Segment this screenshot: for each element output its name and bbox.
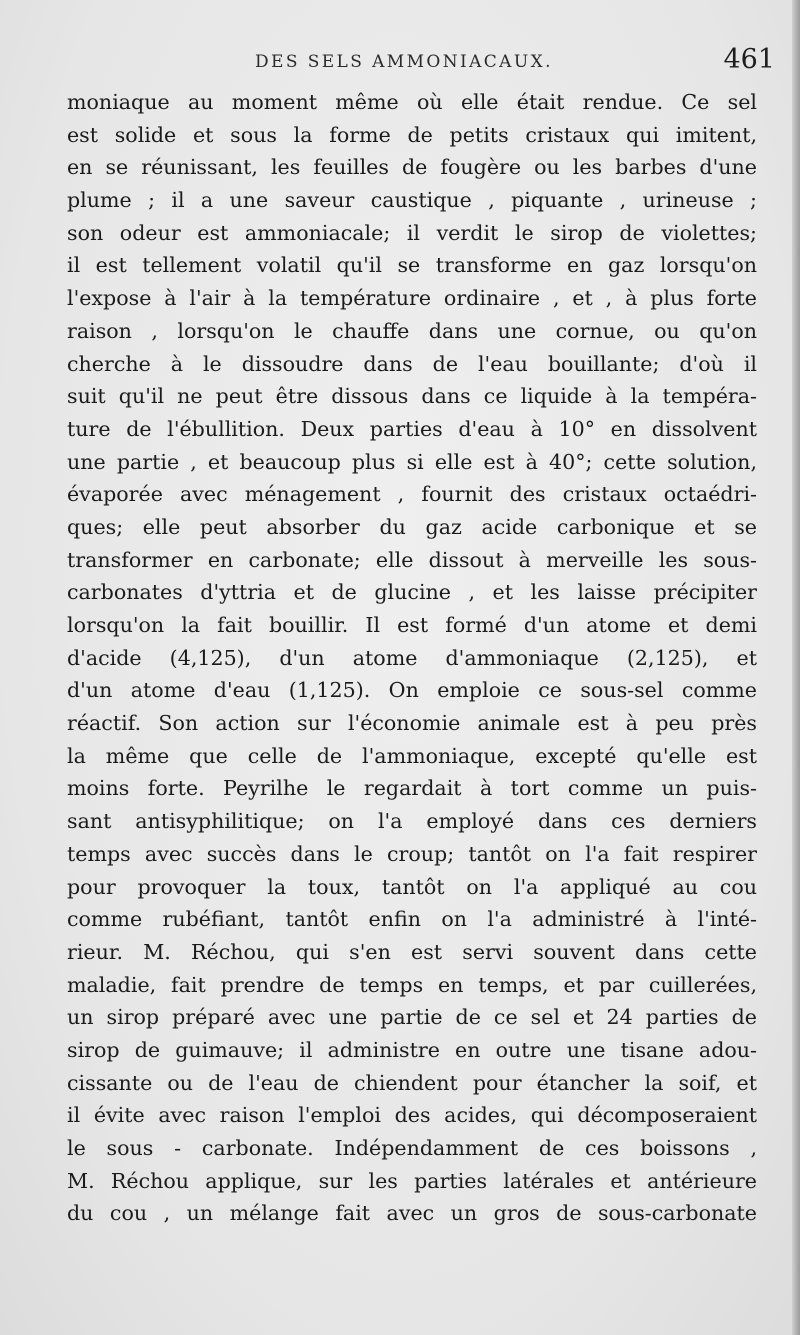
text-line: d'acide (4,125), d'un atome d'ammoniaque (2,125), et <box>67 645 757 670</box>
page-header <box>255 44 775 84</box>
text-line: suit qu'il ne peut être dissous dans ce liquide à la tempéra- <box>67 384 757 409</box>
text-line: d'un atome d'eau (1,125). On emploie ce sous-sel comme <box>67 678 757 703</box>
text-line: il évite avec raison l'emploi des acides, qui décomposeraient <box>67 1103 757 1128</box>
text-line: évaporée avec ménagement , fournit des cristaux octaédri- <box>67 482 757 507</box>
text-line: ques; elle peut absorber du gaz acide carbonique et se <box>67 514 757 539</box>
text-line: un sirop préparé avec une partie de ce sel et 24 parties de <box>67 1005 757 1030</box>
text-line: maladie, fait prendre de temps en temps, et par cuillerées, <box>67 972 757 997</box>
text-line: raison , lorsqu'on le chauffe dans une cornue, ou qu'on <box>67 318 757 343</box>
text-line: cherche à le dissoudre dans de l'eau bouillante; d'où il <box>67 351 757 376</box>
running-head: DES SELS AMMONIACAUX. <box>255 52 553 72</box>
text-line: rieur. M. Réchou, qui s'en est servi souvent dans cette <box>67 939 757 964</box>
text-line: moins forte. Peyrilhe le regardait à tort comme un puis- <box>67 776 757 801</box>
body-text <box>67 86 757 1230</box>
text-line: une partie , et beaucoup plus si elle est à 40°; cette solution, <box>67 449 757 474</box>
text-line: sirop de guimauve; il administre en outre une tisane adou- <box>67 1037 757 1062</box>
text-line: temps avec succès dans le croup; tantôt on l'a fait respirer <box>67 841 757 866</box>
text-line: pour provoquer la toux, tantôt on l'a appliqué au cou <box>67 874 757 899</box>
text-line: il est tellement volatil qu'il se transforme en gaz lorsqu'on <box>67 253 757 278</box>
text-line: en se réunissant, les feuilles de fougère ou les barbes d'une <box>67 155 757 180</box>
text-line: plume ; il a une saveur caustique , piquante , urineuse ; <box>67 188 757 213</box>
text-line: sant antisyphilitique; on l'a employé dans ces derniers <box>67 809 757 834</box>
text-line: comme rubéfiant, tantôt enfin on l'a administré à l'inté- <box>67 907 757 932</box>
text-line: son odeur est ammoniacale; il verdit le sirop de violettes; <box>67 220 757 245</box>
text-line: moniaque au moment même où elle était rendue. Ce sel <box>67 90 757 114</box>
text-line: lorsqu'on la fait bouillir. Il est formé d'un atome et demi <box>67 613 757 637</box>
text-line: ture de l'ébullition. Deux parties d'eau à 10° en dissolvent <box>67 416 757 441</box>
page-edge-shadow <box>792 0 800 1335</box>
text-line: l'expose à l'air à la température ordinaire , et , à plus forte <box>67 286 757 311</box>
text-line: M. Réchou applique, sur les parties latérales et antérieure <box>67 1168 757 1193</box>
text-line: est solide et sous la forme de petits cristaux qui imitent, <box>67 122 757 147</box>
text-line: du cou , un mélange fait avec un gros de sous-carbonate <box>67 1201 757 1226</box>
text-line: réactif. Son action sur l'économie animale est à peu près <box>67 711 757 736</box>
text-line: cissante ou de l'eau de chiendent pour étancher la soif, et <box>67 1070 757 1095</box>
text-line: la même que celle de l'ammoniaque, excepté qu'elle est <box>67 743 757 768</box>
text-line: transformer en carbonate; elle dissout à merveille les sous- <box>67 547 757 572</box>
page-number: 461 <box>723 44 775 75</box>
text-line: carbonates d'yttria et de glucine , et les laisse précipiter <box>67 580 757 605</box>
text-line: le sous - carbonate. Indépendamment de ces boissons , <box>67 1136 757 1160</box>
